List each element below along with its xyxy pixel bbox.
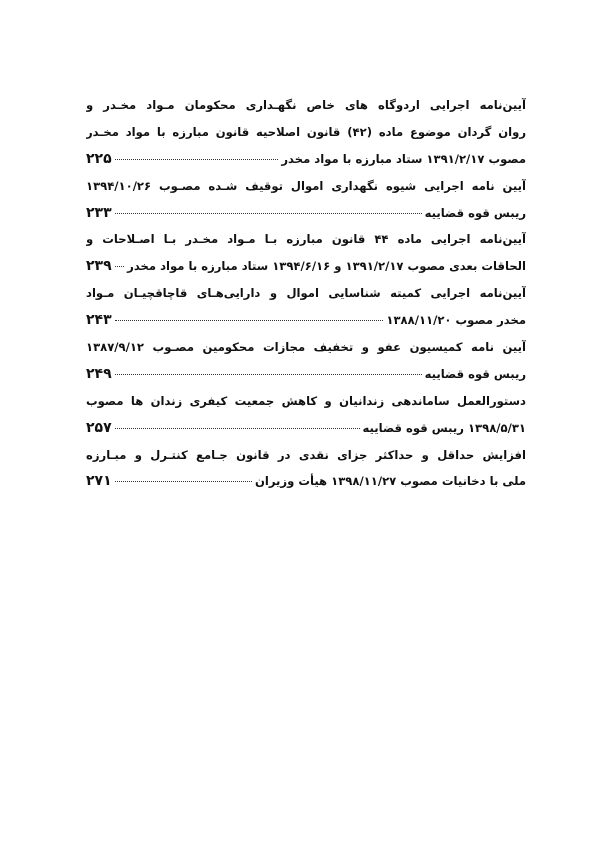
page-number: ۲۴۹ [86,365,112,382]
page-number: ۲۳۹ [86,258,112,275]
page-number: ۲۳۳ [86,204,112,221]
toc-entry-last-line [86,200,526,227]
toc-entry-last-line [86,307,526,334]
toc-entry-last-line [86,468,526,495]
toc-entry-text: الحاقات بعدی مصوب ۱۳۹۱/۲/۱۷ و ۱۳۹۴/۶/۱۶ ستاد مبارزه با مواد مخدر [127,259,526,274]
table-of-contents [86,92,526,495]
dot-leader [115,320,384,321]
toc-entry-text-line: دستورالعمل ساماندهی زندانیان و کاهش جمعیت کیفری زندان ها مصوب [86,393,526,408]
toc-entry-last-line [86,361,526,388]
toc-entry-last-line [86,415,526,442]
dot-leader [115,428,360,429]
toc-entry-text: ریبس قوه قضاییه [424,205,526,220]
dot-leader [115,481,252,482]
page-number: ۲۵۷ [86,419,112,436]
page-number: ۲۲۵ [86,150,112,167]
dot-leader [115,159,279,160]
toc-entry-last-line [86,253,526,280]
page-number: ۲۴۳ [86,312,112,329]
toc-entry-text: ۱۳۹۸/۵/۳۱ ریبس قوه قضاییه [362,420,526,435]
toc-entry-text-line: آیین نامه کمیسیون عفو و تخفیف مجازات محکومین مصـوب ۱۳۸۷/۹/۱۲ [86,340,526,355]
toc-entry-text-line: روان گردان موضوع ماده (۴۲) قانون اصلاحیه قانون مبارزه با مواد مخـدر [86,124,526,139]
toc-entry-text: ملی با دخانیات مصوب ۱۳۹۸/۱۱/۲۷ هیأت وزیران [254,474,526,489]
page-number: ۲۷۱ [86,473,112,490]
toc-entry-text-line: افزایش حداقل و حداکثر جزای نقدی در قانون جـامع کنتـرل و مبـارزه [86,447,526,462]
dot-leader [115,374,422,375]
toc-entry-text-line: آیین‌نامه اجرایی کمیته شناسایی اموال و دارایی‌هـای قاچاقچیـان مـواد [86,286,526,301]
toc-entry-text: ریبس قوه قضاییه [424,366,526,381]
toc-entry-text-line: آیین نامه اجرایی شیوه نگهداری اموال توقیف شـده مصـوب ۱۳۹۴/۱۰/۲۶ [86,178,526,193]
toc-entry-text-line: آیین‌نامه اجرایی ماده ۴۴ قانون مبارزه بـا مـواد مخـدر بـا اصـلاحات و [86,232,526,247]
toc-entry-text: مخدر مصوب ۱۳۸۸/۱۱/۲۰ [386,313,526,328]
dot-leader [115,266,125,267]
toc-entry-text: مصوب ۱۳۹۱/۲/۱۷ ستاد مبارزه با مواد مخدر [281,151,526,166]
toc-entry-last-line [86,146,526,173]
toc-entry-text-line: آیین‌نامه اجرایی اردوگاه های خاص نگهـداری محکومان مـواد مخـدر و [86,98,526,112]
dot-leader [115,213,422,214]
